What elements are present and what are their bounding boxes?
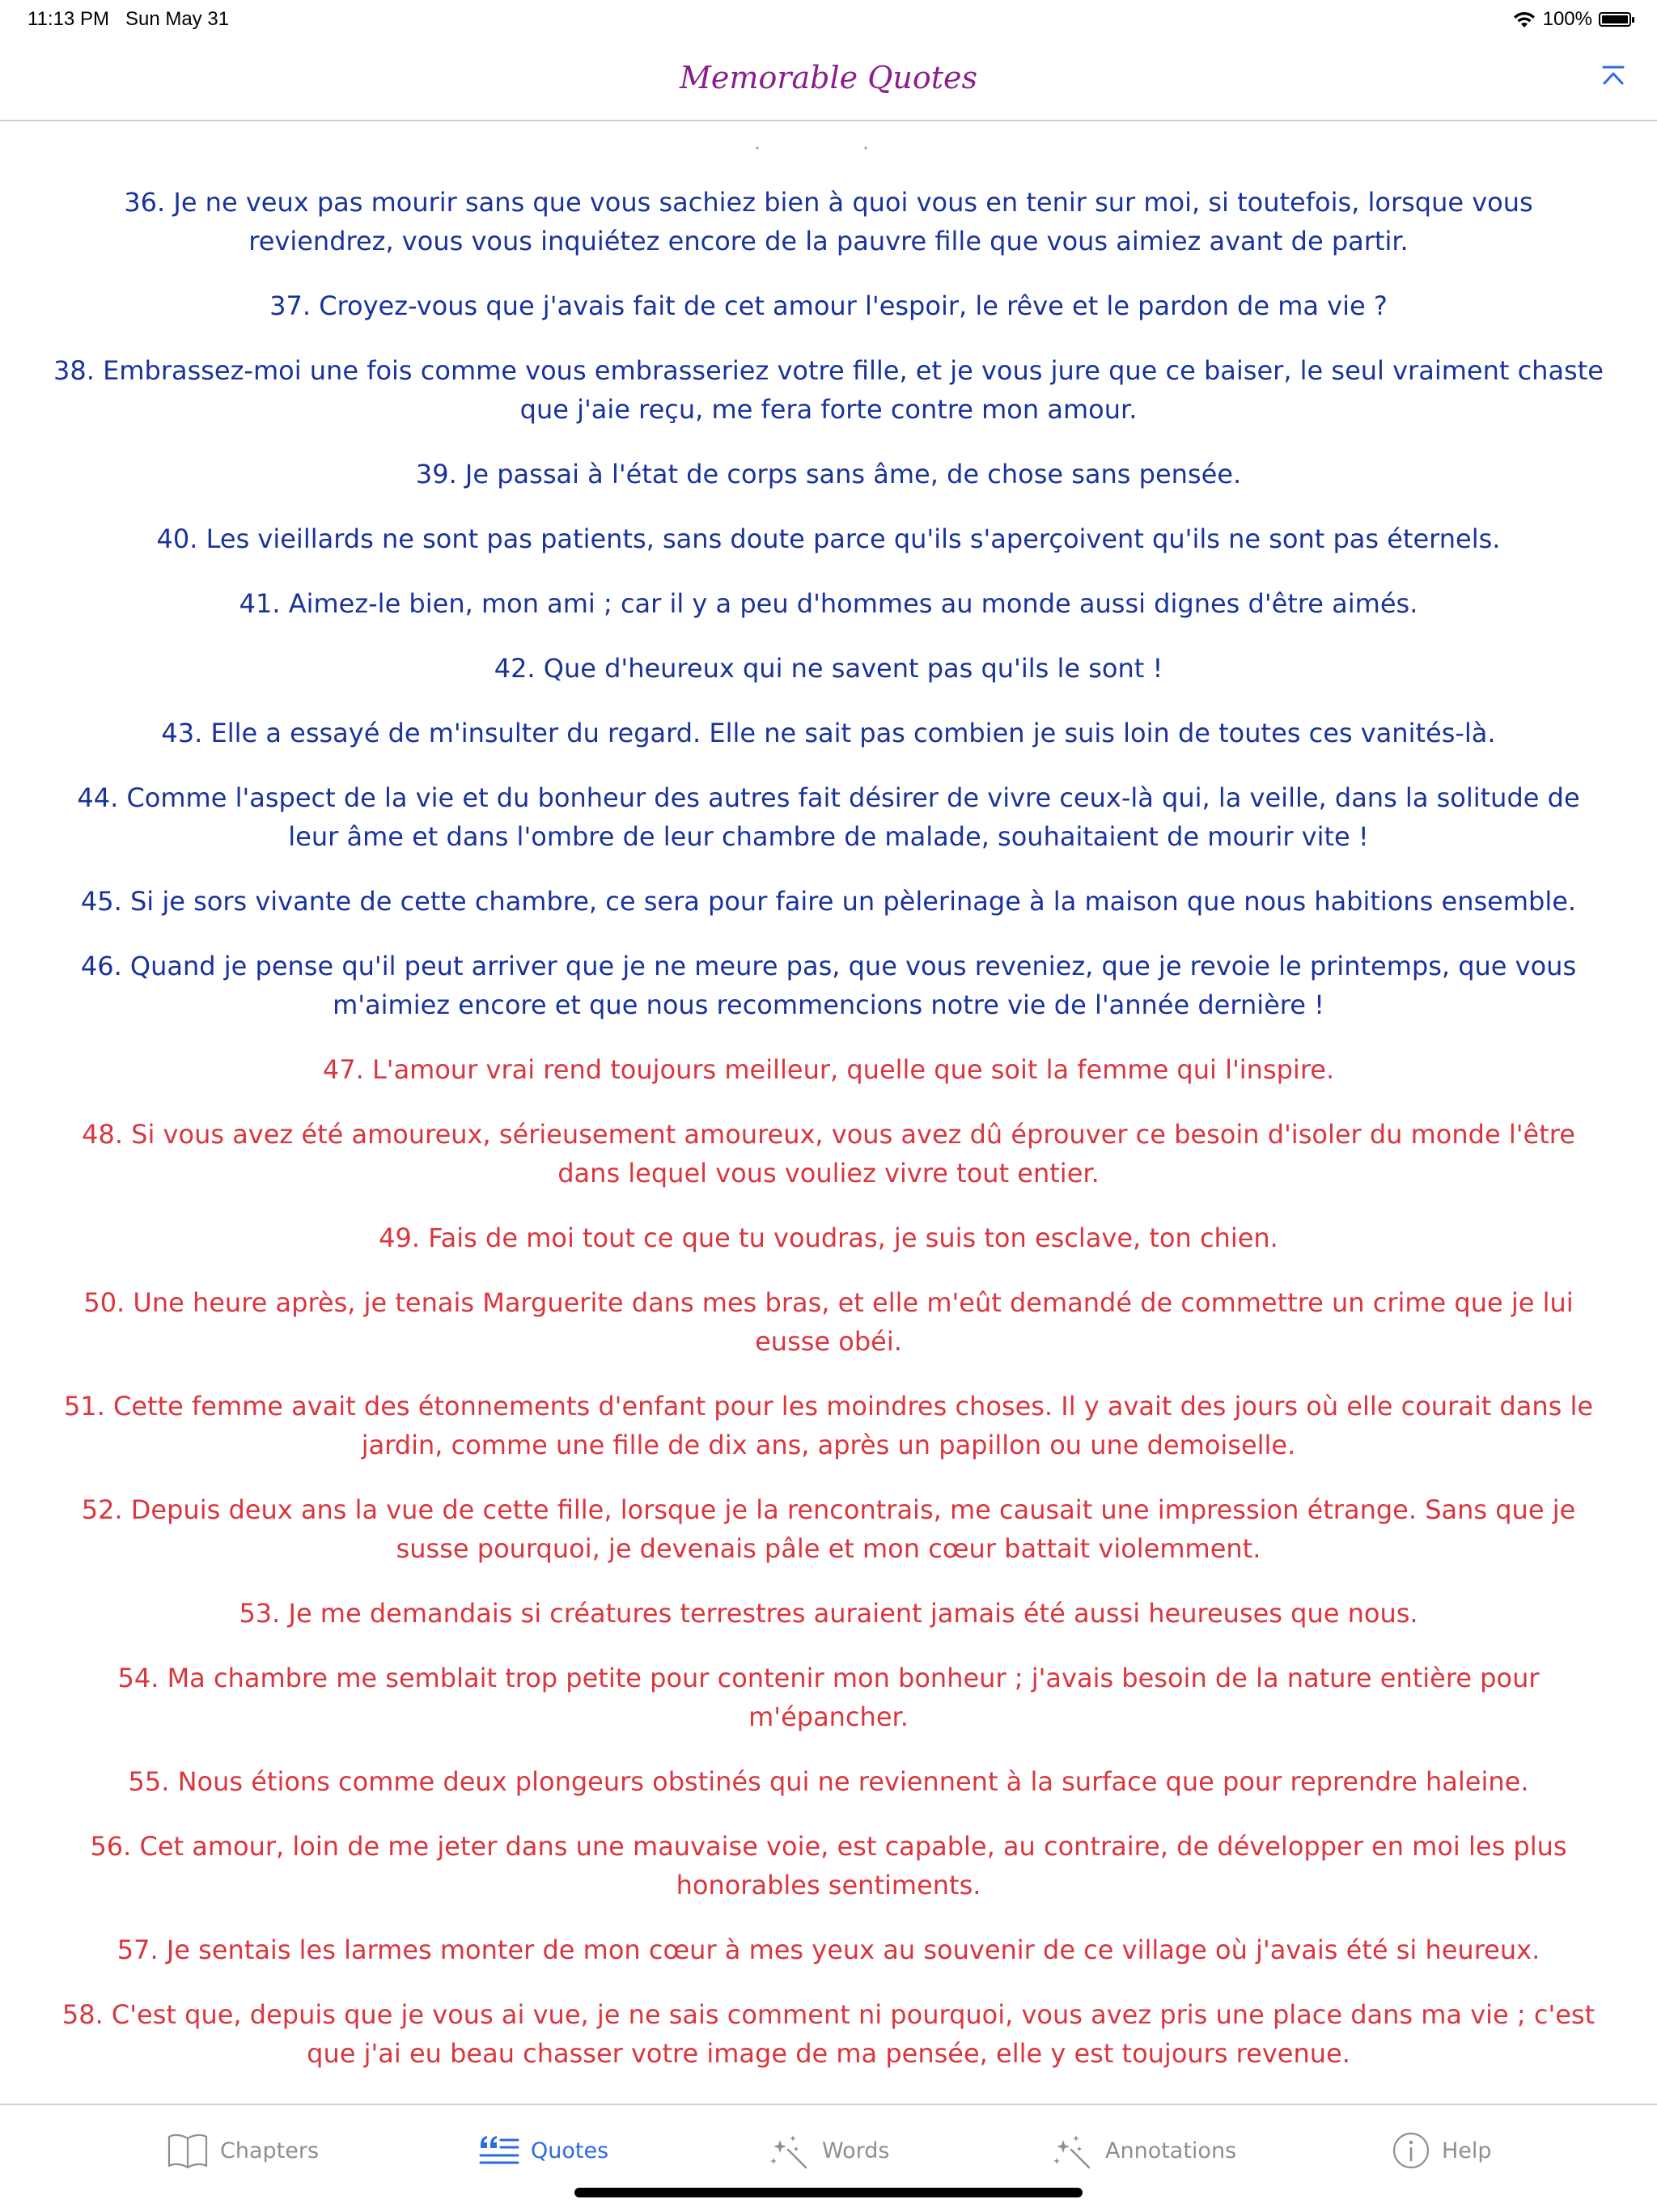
wifi-icon xyxy=(1512,11,1536,28)
quote-item[interactable]: 40. Les vieillards ne sont pas patients, sans doute parce qu'ils s'aperçoivent qu'ils ne sont pas éternels. xyxy=(156,523,1501,554)
tab-chapters[interactable] xyxy=(167,2128,319,2173)
quote-item[interactable]: 47. L'amour vrai rend toujours meilleur, quelle que soit la femme qui l'inspire. xyxy=(322,1054,1335,1085)
quote-item[interactable]: 39. Je passai à l'état de corps sans âme, de chose sans pensée. xyxy=(415,459,1242,489)
quote-item[interactable]: 36. Je ne veux pas mourir sans que vous sachiez bien à quoi vous en tenir sur moi, si toutefois, lorsque vous reviendrez, vous vous inquiétez encore de la pauvre fille que vous aimiez avant de partir. xyxy=(124,187,1533,256)
home-indicator xyxy=(574,2188,1083,2197)
quote-item[interactable]: 53. Je me demandais si créatures terrestres auraient jamais été aussi heureuses que nous. xyxy=(239,1598,1418,1629)
sparkle-wand-icon xyxy=(769,2132,811,2169)
tab-annotations[interactable] xyxy=(1052,2128,1236,2173)
quote-item[interactable]: 50. Une heure après, je tenais Marguerite dans mes bras, et elle m'eût demandé de commettre un crime que je lui eusse obéi. xyxy=(83,1287,1574,1357)
tab-quotes-label: Quotes xyxy=(531,2138,609,2163)
quote-item[interactable]: 45. Si je sors vivante de cette chambre, ce sera pour faire un pèlerinage à la maison que nous habitions ensemble. xyxy=(80,886,1577,917)
quote-item[interactable]: 49. Fais de moi tout ce que tu voudras, je suis ton esclave, ton chien. xyxy=(379,1223,1278,1253)
battery-fill xyxy=(1602,15,1628,23)
tab-quotes[interactable] xyxy=(477,2128,608,2173)
quote-item[interactable]: 54. Ma chambre me semblait trop petite pour contenir mon bonheur ; j'avais besoin de la nature entière pour m'épancher. xyxy=(117,1663,1540,1732)
quote-item[interactable]: 41. Aimez-le bien, mon ami ; car il y a peu d'hommes au monde aussi dignes d'être aimés. xyxy=(239,588,1418,619)
quote-item[interactable]: 55. Nous étions comme deux plongeurs obstinés qui ne reviennent à la surface que pour reprendre haleine. xyxy=(128,1766,1529,1797)
chevron-up-to-top-icon xyxy=(1597,60,1629,92)
quote-item[interactable]: 48. Si vous avez été amoureux, sérieusement amoureux, vous avez dû éprouver ce besoin d'isoler du monde l'être dans lequel vous vouliez vivre tout entier. xyxy=(82,1119,1575,1189)
quote-item[interactable]: 57. Je sentais les larmes monter de mon cœur à mes yeux au souvenir de ce village où j'avais été si heureux. xyxy=(117,1934,1540,1965)
tab-help-label: Help xyxy=(1442,2138,1492,2163)
tab-help[interactable] xyxy=(1392,2128,1492,2173)
status-time: 11:13 PM xyxy=(28,8,109,30)
quote-item[interactable]: 42. Que d'heureux qui ne savent pas qu'ils le sont ! xyxy=(494,653,1163,684)
tab-words-label: Words xyxy=(822,2138,890,2163)
tab-words[interactable] xyxy=(769,2128,889,2173)
navigation-bar xyxy=(0,39,1657,121)
quote-item[interactable]: 52. Depuis deux ans la vue de cette fille, lorsque je la rencontrais, me causait une impression étrange. Sans que je susse pourquoi, je devenais pâle et mon cœur battait violemment. xyxy=(81,1494,1576,1564)
quote-item[interactable]: 44. Comme l'aspect de la vie et du bonheur des autres fait désirer de vivre ceux-là qui, la veille, dans la solitude de leur âme et dans l'ombre de leur chambre de malade, souhaitaient de mourir vite ! xyxy=(77,782,1580,852)
battery-percent: 100% xyxy=(1542,8,1592,30)
quote-item[interactable]: 56. Cet amour, loin de me jeter dans une mauvaise voie, est capable, au contraire, de développer en moi les plus honorables sentiments. xyxy=(90,1831,1567,1901)
quote-item[interactable]: 46. Quand je pense qu'il peut arriver que je ne meure pas, que vous reveniez, que je revoie le printemps, que vous m'aimiez encore et que nous recommencions notre vie de l'année dernière ! xyxy=(80,951,1577,1020)
page-title: Memorable Quotes xyxy=(680,60,977,95)
scroll-to-top-button[interactable] xyxy=(1597,60,1629,92)
quote-item[interactable]: 58. C'est que, depuis que je vous ai vue, je ne sais comment ni pourquoi, vous avez pris une place dans ma vie ; c'est que j'ai eu beau chasser votre image de ma pensée, elle y est toujours revenue. xyxy=(61,1999,1596,2069)
quote-item[interactable]: 38. Embrassez-moi une fois comme vous embrasseriez votre fille, et je vous jure que ce baiser, le seul vraiment chaste que j'aie reçu, me fera forte contre mon amour. xyxy=(53,355,1604,425)
quote-list xyxy=(49,183,1608,2163)
status-bar xyxy=(0,0,1657,39)
book-icon xyxy=(167,2132,209,2169)
tab-chapters-label: Chapters xyxy=(220,2138,320,2163)
battery-icon xyxy=(1599,12,1631,27)
quote-item[interactable]: 43. Elle a essayé de m'insulter du regard. Elle ne sait pas combien je suis loin de toutes ces vanités-là. xyxy=(161,718,1496,748)
quotes-list-icon xyxy=(477,2132,519,2169)
status-date: Sun May 31 xyxy=(125,8,230,30)
status-right xyxy=(1512,8,1631,31)
info-icon xyxy=(1392,2131,1430,2170)
quote-item[interactable]: 37. Croyez-vous que j'avais fait de cet amour l'espoir, le rêve et le pardon de ma vie ? xyxy=(269,290,1388,321)
status-time-date xyxy=(28,8,229,31)
sparkle-wand-icon xyxy=(1052,2132,1094,2169)
quote-item[interactable]: 51. Cette femme avait des étonnements d'enfant pour les moindres choses. Il y avait des jours où elle courait dans le jardin, comme une fille de dix ans, après un papillon ou une demoiselle. xyxy=(63,1391,1594,1460)
tab-annotations-label: Annotations xyxy=(1105,2138,1237,2163)
quotes-scroll-view[interactable] xyxy=(0,121,1657,2104)
separator-dots xyxy=(0,146,1657,150)
